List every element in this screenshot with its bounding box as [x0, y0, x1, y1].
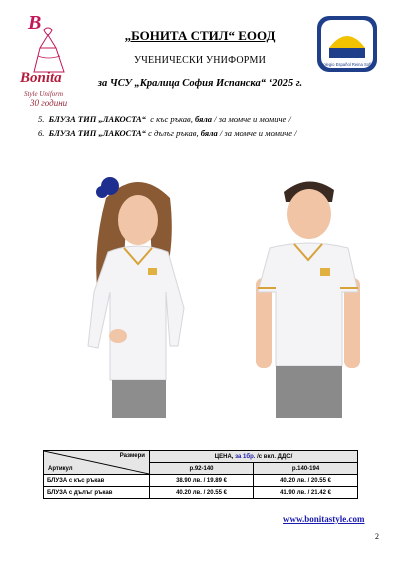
sizes-label: Размери [119, 453, 145, 459]
price-cell: 38.90 лв. / 19.89 € [150, 475, 254, 487]
page-number: 2 [375, 532, 379, 541]
price-table [43, 450, 358, 499]
list-item: 6. БЛУЗА ТИП „ЛАКОСТА“ с дълъг ръкав, бяла / за момче и момиче / [38, 128, 297, 138]
price-cell: 40.20 лв. / 20.55 € [150, 487, 254, 499]
article-cell: БЛУЗА с къс ръкав [44, 475, 150, 487]
logo-letter: B [28, 12, 42, 34]
boy-short-sleeve-photo [236, 168, 396, 418]
price-cell: 40.20 лв. / 20.55 € [254, 475, 358, 487]
document-title: УЧЕНИЧЕСКИ УНИФОРМИ [133, 55, 267, 66]
size-column-header: р.140-194 [254, 463, 358, 475]
price-header: ЦЕНА, за 1бр. /с вкл. ДДС/ [150, 451, 358, 463]
table-row [44, 487, 358, 499]
table-row [44, 475, 358, 487]
article-label: Артикул [48, 466, 73, 472]
price-cell: 41.90 лв. / 21.42 € [254, 487, 358, 499]
logo-tagline: Style Uniform [24, 90, 64, 98]
article-cell: БЛУЗА с дълъг ръкав [44, 487, 150, 499]
website-link[interactable]: www.bonitastyle.com [283, 514, 365, 524]
company-name: „БОНИТА СТИЛ“ ЕООД [124, 28, 276, 43]
girl-long-sleeve-photo [58, 168, 218, 418]
logo-brand: Bonita [20, 70, 62, 86]
size-column-header: р.92-140 [150, 463, 254, 475]
school-line: за ЧСУ „Кралица София Испанска“ ‘2025 г. [97, 78, 303, 89]
list-item: 5. БЛУЗА ТИП „ЛАКОСТА“ с къс ръкав, бяла / за момче и момиче / [38, 114, 291, 124]
item-list [38, 112, 297, 140]
seal-text: Colegio Español Reina Sofía [320, 62, 374, 67]
table-corner-header [44, 451, 150, 475]
logo-years: 30 години [30, 98, 68, 108]
